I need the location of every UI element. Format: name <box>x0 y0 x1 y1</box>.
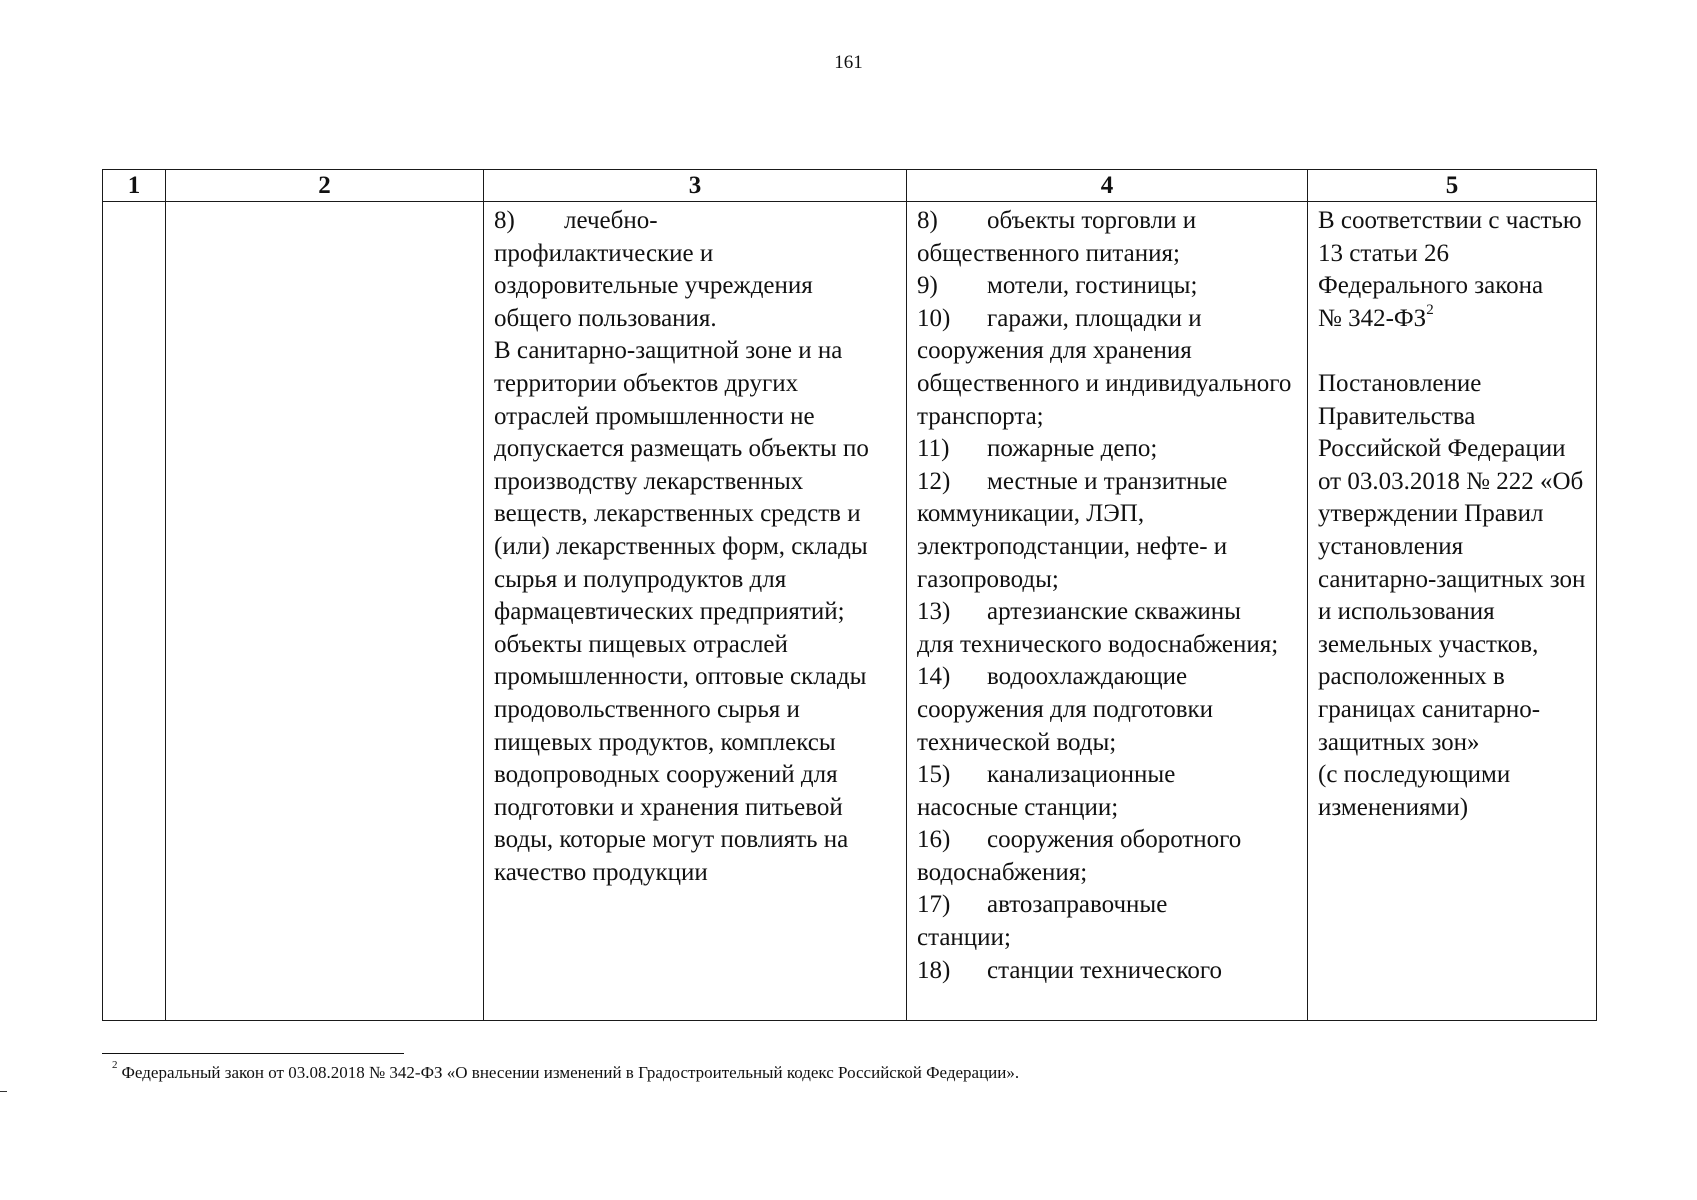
item-text: сооружения оборотного <box>987 826 1242 854</box>
legal-basis <box>1318 205 1586 335</box>
list-item <box>494 205 896 238</box>
item-text: пожарные депо; <box>987 435 1158 463</box>
regulation-table <box>102 169 1597 1021</box>
item-number: 8) <box>917 207 938 234</box>
header-col-5: 5 <box>1308 170 1597 202</box>
item-text: гаражи, площадки и <box>987 304 1202 332</box>
footnote-marker: 2 <box>112 1059 118 1072</box>
cell-col-3 <box>484 202 907 1021</box>
item-number: 12) <box>917 467 951 495</box>
item-number: 15) <box>917 761 951 789</box>
cell-col-5 <box>1308 202 1597 1021</box>
item-continuation: общественного питания; <box>917 239 1180 267</box>
item-text: лечебно- <box>564 207 658 234</box>
list-item <box>917 303 1297 433</box>
item-number: 17) <box>917 891 951 919</box>
item-continuation: насосные станции; <box>917 793 1119 821</box>
item-continuation: сооружения для подготовки технической воды; <box>917 695 1214 756</box>
law-number: № 342-ФЗ <box>1318 304 1427 332</box>
item-text: мотели, гостиницы; <box>987 272 1198 300</box>
item-continuation: для технического водоснабжения; <box>917 630 1279 658</box>
government-resolution: Постановление Правительства Российской Федерации от 03.03.2018 № 222 «Об утверждении Правил установления санитарно-защитных зон и использования земельных участков, расположенных в границах санитарно-защитных зон» <box>1318 369 1586 756</box>
item-number: 11) <box>917 435 950 463</box>
legal-basis-text: В соответствии с частью 13 статьи 26 Федерального закона <box>1318 207 1582 300</box>
list-item <box>917 466 1297 596</box>
item-text: канализационные <box>987 761 1176 789</box>
list-item <box>917 824 1297 889</box>
item-text: автозаправочные <box>987 891 1168 919</box>
restriction-paragraph: В санитарно-защитной зоне и на территории объектов других отраслей промышленности не допускается размещать объекты по производству лекарственных веществ, лекарственных средств и (или) лекарственных форм, склады сырья и полупродуктов для фармацевтических предприятий; объекты пищевых отраслей промышленности, оптовые склады продовольственного сырья и пищевых продуктов, комплексы водопроводных сооружений для подготовки и хранения питьевой воды, которые могут повлиять на качество продукции <box>494 337 869 886</box>
item-text: водоохлаждающие <box>987 663 1188 691</box>
item-text: станции технического <box>987 956 1223 984</box>
amendments-note: (с последующими изменениями) <box>1318 761 1511 821</box>
item-continuation: сооружения для хранения общественного и индивидуального транспорта; <box>917 337 1292 430</box>
footnote-text: Федеральный закон от 03.08.2018 № 342-ФЗ «О внесении изменений в Градостроительный кодекс Российской Федерации». <box>121 1063 1020 1082</box>
item-number: 10) <box>917 304 951 332</box>
item-continuation: станции; <box>917 924 1011 952</box>
item-number: 16) <box>917 826 951 854</box>
list-item <box>917 596 1297 661</box>
item-continuation: профилактические и оздоровительные учреждения общего пользования. <box>494 239 813 332</box>
footnote-separator <box>102 1053 404 1054</box>
item-number: 13) <box>917 598 951 626</box>
footnote-reference[interactable]: 2 <box>1426 302 1434 319</box>
list-item <box>917 270 1297 303</box>
item-continuation: водоснабжения; <box>917 858 1088 886</box>
header-row <box>103 170 1597 202</box>
item-number: 8) <box>494 207 515 234</box>
list-item <box>917 759 1297 824</box>
item-number: 9) <box>917 272 938 300</box>
scan-margin-mark <box>0 1091 7 1092</box>
item-text: артезианские скважины <box>987 598 1241 626</box>
footnote <box>112 1059 1020 1084</box>
header-col-3: 3 <box>484 170 907 202</box>
page-number: 161 <box>834 52 863 73</box>
list-item <box>917 889 1297 954</box>
table-row <box>103 202 1597 1021</box>
header-col-4: 4 <box>907 170 1308 202</box>
list-item <box>917 955 1297 988</box>
list-item <box>917 661 1297 759</box>
list-item <box>917 433 1297 466</box>
cell-col-4 <box>907 202 1308 1021</box>
item-text: местные и транзитные <box>987 467 1228 495</box>
cell-col-1 <box>103 202 166 1021</box>
item-text: объекты торговли и <box>987 207 1197 234</box>
header-col-2: 2 <box>166 170 484 202</box>
list-item <box>917 205 1297 270</box>
item-number: 18) <box>917 956 951 984</box>
header-col-1: 1 <box>103 170 166 202</box>
item-continuation: коммуникации, ЛЭП, электроподстанции, нефте- и газопроводы; <box>917 500 1228 593</box>
cell-col-2 <box>166 202 484 1021</box>
item-number: 14) <box>917 663 951 691</box>
